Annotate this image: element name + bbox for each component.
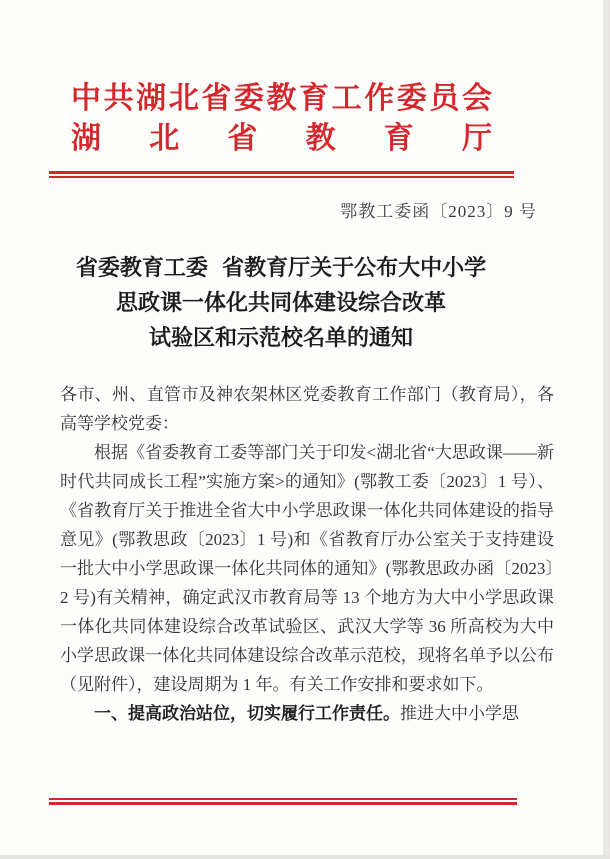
letterhead-org-line-2: 湖 北 省 教 育 厅: [71, 122, 492, 155]
document-title: [0, 250, 562, 355]
section-1-heading: 一、提高政治站位，切实履行工作责任。: [94, 704, 400, 723]
document-title-line-3: 试验区和示范校名单的通知: [148, 325, 413, 350]
section-1-paragraph: [60, 699, 554, 728]
document-body: [60, 380, 554, 728]
letterhead-org-line-1: 中 共 湖 北 省 委 教 育 工 作 委 员 会: [71, 82, 492, 115]
document-reference-number: 鄂教工委函〔2023〕9 号: [340, 202, 537, 221]
document-title-line-2: 思政课一体化共同体建设综合改革: [115, 290, 446, 315]
red-separator-line-top: [49, 171, 514, 178]
salutation-paragraph: 各市、州、直管市及神农架林区党委教育工作部门（教育局），各高等学校党委：: [60, 385, 554, 433]
document-title-line-1: 省委教育工委 省教育厅关于公布大中小学: [75, 255, 487, 280]
scan-edge-right: [603, 0, 610, 859]
scan-edge-bottom: [0, 855, 610, 859]
section-1-text: 推进大中小学思: [400, 704, 519, 723]
basis-paragraph: 根据《省委教育工委等部门关于印发<湖北省“大思政课——新时代共同成长工程”实施方案>的通知》(鄂教工委〔2023〕1 号）、《省教育厅关于推进全省大中小学思政课一体化共同体建设的指导意见》(鄂教思政〔2023〕1 号)和《省教育厅办公室关于支持建设一批大中小学思政课一体化共同体的通知》(鄂教思政办函〔2023〕2 号)有关精神，确定武汉市教育局等 13 个地方为大中小学思政课一体化共同体建设综合改革试验区、武汉大学等 36 所高校为大中小学思政课一体化共同体建设综合改革示范校，现将名单予以公布（见附件），建设周期为 1 年。有关工作安排和要求如下。: [60, 443, 554, 694]
red-separator-line-bottom: [49, 798, 517, 805]
